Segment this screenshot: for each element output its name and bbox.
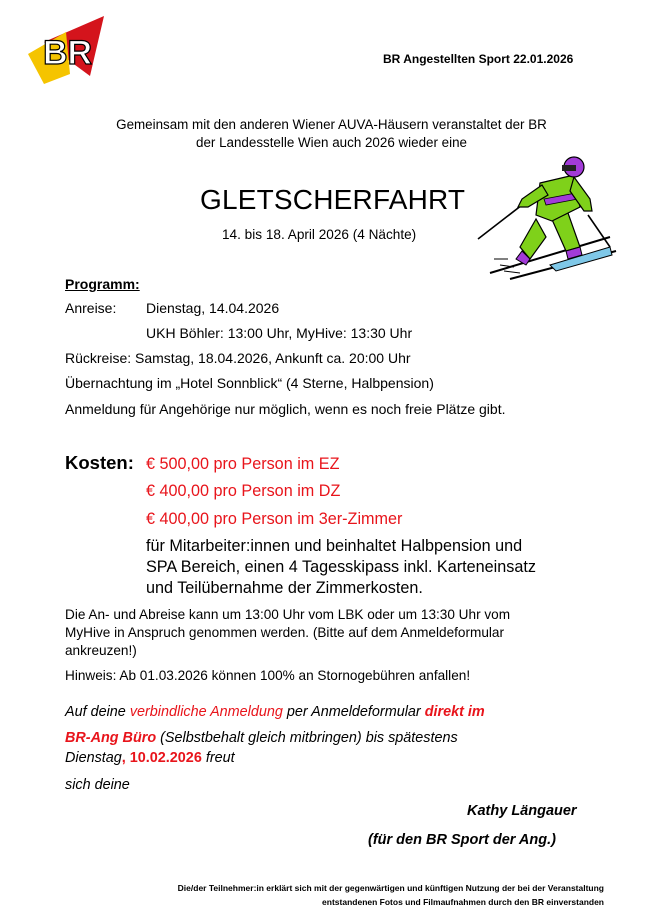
reg-binding-registration: verbindliche Anmeldung xyxy=(129,704,283,720)
reg-weekday: Dienstag xyxy=(65,750,122,766)
footer-line-1: Die/der Teilnehmer:in erklärt sich mit der gegenwärtigen und künftigen Nutzung der bei der Veranstaltung xyxy=(177,883,604,893)
br-logo xyxy=(26,14,106,86)
signature-name: Kathy Längauer xyxy=(467,803,577,819)
reg-text-1a: Auf deine xyxy=(65,704,130,720)
org-date-line: BR Angestellten Sport 22.01.2026 xyxy=(383,52,574,66)
footer-line-2: entstandenen Fotos und Filmaufnahmen durch den BR einverstanden xyxy=(322,897,604,907)
signature-role: (für den BR Sport der Ang.) xyxy=(368,832,556,848)
reg-text-3c: freut xyxy=(201,750,235,766)
registration-line-1 xyxy=(65,704,485,720)
cost-ez: € 500,00 pro Person im EZ xyxy=(146,455,340,473)
logo-text: BR xyxy=(43,34,93,72)
programm-heading: Programm: xyxy=(65,276,140,292)
anreise-times: UKH Böhler: 13:00 Uhr, MyHive: 13:30 Uhr xyxy=(146,325,413,341)
skier-illustration xyxy=(470,155,620,285)
cost-desc-line-2: SPA Bereich, einen 4 Tagesskipass inkl. Karteneinsatz xyxy=(146,558,536,576)
intro-line-2: der Landesstelle Wien auch 2026 wieder eine xyxy=(196,135,467,150)
registration-line-4: sich deine xyxy=(65,777,130,793)
reg-text-2b: (Selbstbehalt gleich mitbringen) bis spätestens xyxy=(156,730,458,746)
travel-note-line-1: Die An- und Abreise kann um 13:00 Uhr vom LBK oder um 13:30 Uhr vom xyxy=(65,607,511,622)
cost-desc-line-3: und Teilübernahme der Zimmerkosten. xyxy=(146,579,423,597)
uebernachtung-line: Übernachtung im „Hotel Sonnblick“ (4 Sterne, Halbpension) xyxy=(65,375,434,391)
registration-line-2 xyxy=(65,730,458,746)
event-title: GLETSCHERFAHRT xyxy=(200,184,466,215)
cost-dz: € 400,00 pro Person im DZ xyxy=(146,482,341,500)
travel-note-line-3: ankreuzen!) xyxy=(65,643,137,658)
intro-line-1: Gemeinsam mit den anderen Wiener AUVA-Häusern veranstaltet der BR xyxy=(116,117,547,132)
storno-hint: Hinweis: Ab 01.03.2026 können 100% an Stornogebühren anfallen! xyxy=(65,668,471,683)
reg-text-1c: per Anmeldeformular xyxy=(282,704,425,720)
anreise-label: Anreise: xyxy=(65,300,117,316)
event-dates: 14. bis 18. April 2026 (4 Nächte) xyxy=(222,227,417,242)
rueckreise-line: Rückreise: Samstag, 18.04.2026, Ankunft ca. 20:00 Uhr xyxy=(65,350,411,366)
reg-direct: direkt im xyxy=(424,704,485,720)
reg-office: BR-Ang Büro xyxy=(65,730,157,746)
kosten-label: Kosten: xyxy=(65,452,134,473)
reg-deadline: , 10.02.2026 xyxy=(121,750,202,766)
anmeldung-line: Anmeldung für Angehörige nur möglich, wenn es noch freie Plätze gibt. xyxy=(65,401,506,417)
cost-3er: € 400,00 pro Person im 3er-Zimmer xyxy=(146,510,403,528)
travel-note-line-2: MyHive in Anspruch genommen werden. (Bitte auf dem Anmeldeformular xyxy=(65,625,504,640)
registration-line-3 xyxy=(65,750,235,766)
cost-desc-line-1: für Mitarbeiter:innen und beinhaltet Halbpension und xyxy=(146,537,523,555)
anreise-value: Dienstag, 14.04.2026 xyxy=(146,300,280,316)
